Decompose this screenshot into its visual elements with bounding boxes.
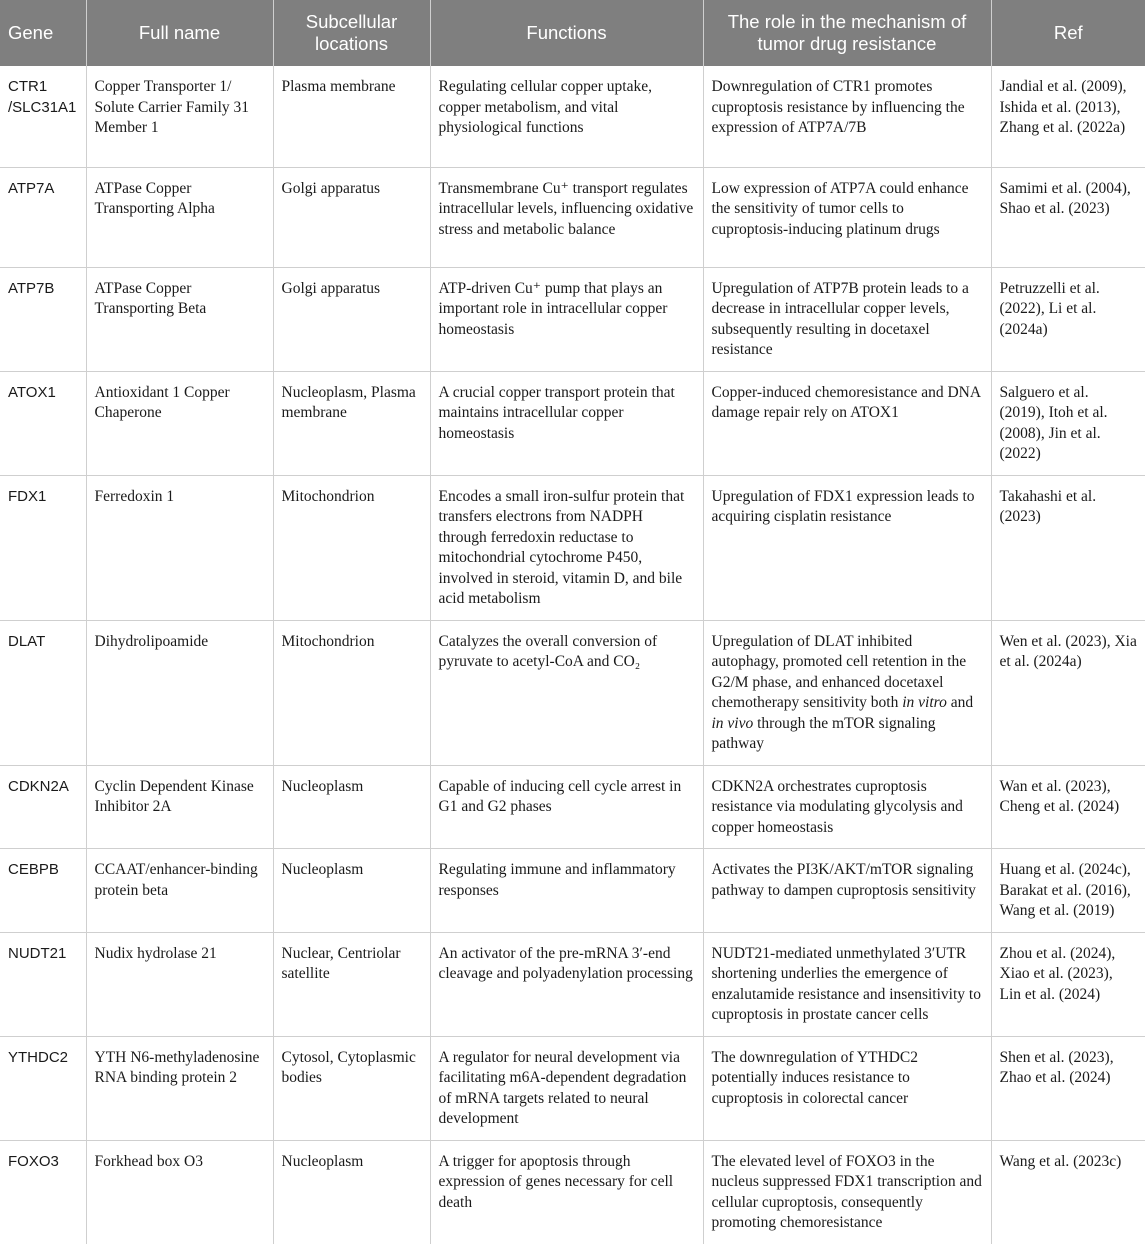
role-cell: Copper-induced chemoresistance and DNA damage repair rely on ATOX1 (703, 371, 991, 475)
gene-cell: FDX1 (0, 475, 86, 620)
ref-cell: Petruzzelli et al. (2022), Li et al. (2024a) (991, 267, 1145, 371)
location-cell: Nucleoplasm (273, 1140, 430, 1244)
location-cell: Nucleoplasm (273, 765, 430, 849)
full-name-cell: Nudix hydrolase 21 (86, 932, 273, 1036)
full-name-cell: Copper Transporter 1/ Solute Carrier Family 31 Member 1 (86, 66, 273, 167)
function-cell: Capable of inducing cell cycle arrest in G1 and G2 phases (430, 765, 703, 849)
function-cell: Regulating immune and inflammatory responses (430, 849, 703, 933)
ref-cell: Wang et al. (2023c) (991, 1140, 1145, 1244)
role-cell: CDKN2A orchestrates cuproptosis resistance via modulating glycolysis and copper homeostasis (703, 765, 991, 849)
ref-cell: Samimi et al. (2004), Shao et al. (2023) (991, 167, 1145, 267)
role-cell: The downregulation of YTHDC2 potentially induces resistance to cuproptosis in colorectal cancer (703, 1036, 991, 1140)
function-cell: Encodes a small iron-sulfur protein that transfers electrons from NADPH through ferredoxin reductase to mitochondrial cytochrome P450, involved in steroid, vitamin D, and bile acid metabolism (430, 475, 703, 620)
function-cell: Regulating cellular copper uptake, copper metabolism, and vital physiological functions (430, 66, 703, 167)
gene-cell: NUDT21 (0, 932, 86, 1036)
table-row (0, 849, 1145, 933)
location-cell: Mitochondrion (273, 475, 430, 620)
function-cell: A trigger for apoptosis through expression of genes necessary for cell death (430, 1140, 703, 1244)
table-row (0, 475, 1145, 620)
location-cell: Nucleoplasm (273, 849, 430, 933)
full-name-cell: ATPase Copper Transporting Beta (86, 267, 273, 371)
location-cell: Cytosol, Cytoplasmic bodies (273, 1036, 430, 1140)
role-cell: Low expression of ATP7A could enhance the sensitivity of tumor cells to cuproptosis-inducing platinum drugs (703, 167, 991, 267)
role-cell: Downregulation of CTR1 promotes cuproptosis resistance by influencing the expression of ATP7A/7B (703, 66, 991, 167)
role-cell: Upregulation of ATP7B protein leads to a decrease in intracellular copper levels, subsequently resulting in docetaxel resistance (703, 267, 991, 371)
table-row (0, 1140, 1145, 1244)
role-cell: Upregulation of FDX1 expression leads to acquiring cisplatin resistance (703, 475, 991, 620)
full-name-cell: YTH N6-methyladenosine RNA binding protein 2 (86, 1036, 273, 1140)
role-cell: The elevated level of FOXO3 in the nucleus suppressed FDX1 transcription and cellular cuproptosis, consequently promoting chemoresistance (703, 1140, 991, 1244)
table-row (0, 167, 1145, 267)
gene-cell: ATP7A (0, 167, 86, 267)
function-cell: An activator of the pre-mRNA 3′-end cleavage and polyadenylation processing (430, 932, 703, 1036)
location-cell: Nucleoplasm, Plasma membrane (273, 371, 430, 475)
table-row (0, 371, 1145, 475)
gene-cell: ATP7B (0, 267, 86, 371)
table-row (0, 1036, 1145, 1140)
function-cell: A crucial copper transport protein that maintains intracellular copper homeostasis (430, 371, 703, 475)
ref-cell: Takahashi et al. (2023) (991, 475, 1145, 620)
location-cell: Golgi apparatus (273, 267, 430, 371)
header-role: The role in the mechanism of tumor drug resistance (703, 0, 991, 66)
full-name-cell: CCAAT/enhancer-binding protein beta (86, 849, 273, 933)
header-ref: Ref (991, 0, 1145, 66)
gene-cell: DLAT (0, 620, 86, 765)
full-name-cell: Antioxidant 1 Copper Chaperone (86, 371, 273, 475)
header-gene: Gene (0, 0, 86, 66)
ref-cell: Salguero et al. (2019), Itoh et al. (2008), Jin et al. (2022) (991, 371, 1145, 475)
table-row (0, 66, 1145, 167)
header-full-name: Full name (86, 0, 273, 66)
table-header (0, 0, 1145, 66)
role-text: Upregulation of DLAT inhibited autophagy, promoted cell retention in the G2/M phase, and enhanced docetaxel chemotherapy sensitivity both (711, 632, 967, 711)
gene-cell: CEBPB (0, 849, 86, 933)
gene-cell: FOXO3 (8, 1152, 59, 1170)
role-cell: NUDT21-mediated unmethylated 3′UTR shortening underlies the emergence of enzalutamide resistance and insensitivity to cuproptosis in prostate cancer cells (703, 932, 991, 1036)
full-name-cell: Dihydrolipoamide (86, 620, 273, 765)
gene-cell: YTHDC2 (0, 1036, 86, 1140)
header-functions: Functions (430, 0, 703, 66)
full-name-cell: ATPase Copper Transporting Alpha (86, 167, 273, 267)
location-cell: Golgi apparatus (273, 167, 430, 267)
function-cell: A regulator for neural development via facilitating m6A-dependent degradation of mRNA targets related to neural development (430, 1036, 703, 1140)
location-cell: Nuclear, Centriolar satellite (273, 932, 430, 1036)
table-row (0, 620, 1145, 765)
header-subcellular-locations: Subcellular locations (273, 0, 430, 66)
gene-cell: CDKN2A (0, 765, 86, 849)
role-cell (703, 620, 991, 765)
header-row (0, 0, 1145, 66)
ref-cell: Wan et al. (2023), Cheng et al. (2024) (991, 765, 1145, 849)
ref-cell: Huang et al. (2024c), Barakat et al. (2016), Wang et al. (2019) (991, 849, 1145, 933)
full-name-cell: Ferredoxin 1 (86, 475, 273, 620)
function-cell: ATP-driven Cu⁺ pump that plays an important role in intracellular copper homeostasis (430, 267, 703, 371)
role-text: through the mTOR signaling pathway (711, 714, 936, 752)
role-italic-in-vitro: in vitro (902, 694, 947, 711)
full-name-cell: Forkhead box O3 (86, 1140, 273, 1244)
role-cell: Activates the PI3K/AKT/mTOR signaling pathway to dampen cuproptosis sensitivity (703, 849, 991, 933)
ref-cell: Wen et al. (2023), Xia et al. (2024a) (991, 620, 1145, 765)
table-row (0, 765, 1145, 849)
ref-cell: Jandial et al. (2009), Ishida et al. (2013), Zhang et al. (2022a) (991, 66, 1145, 167)
role-italic-in-vivo: in vivo (711, 714, 754, 732)
function-cell: Catalyzes the overall conversion of pyruvate to acetyl-CoA and CO₂ (430, 620, 703, 765)
location-cell: Plasma membrane (273, 66, 430, 167)
gene-cell: ATOX1 (0, 371, 86, 475)
role-text: and (946, 694, 974, 711)
table-body (0, 66, 1145, 1244)
gene-cell: CTR1 /SLC31A1 (0, 66, 86, 167)
ref-cell: Shen et al. (2023), Zhao et al. (2024) (991, 1036, 1145, 1140)
table-row (0, 267, 1145, 371)
location-cell: Mitochondrion (273, 620, 430, 765)
ref-cell: Zhou et al. (2024), Xiao et al. (2023), Lin et al. (2024) (991, 932, 1145, 1036)
function-cell: Transmembrane Cu⁺ transport regulates intracellular levels, influencing oxidative stress and metabolic balance (430, 167, 703, 267)
full-name-cell: Cyclin Dependent Kinase Inhibitor 2A (86, 765, 273, 849)
table-row (0, 932, 1145, 1036)
